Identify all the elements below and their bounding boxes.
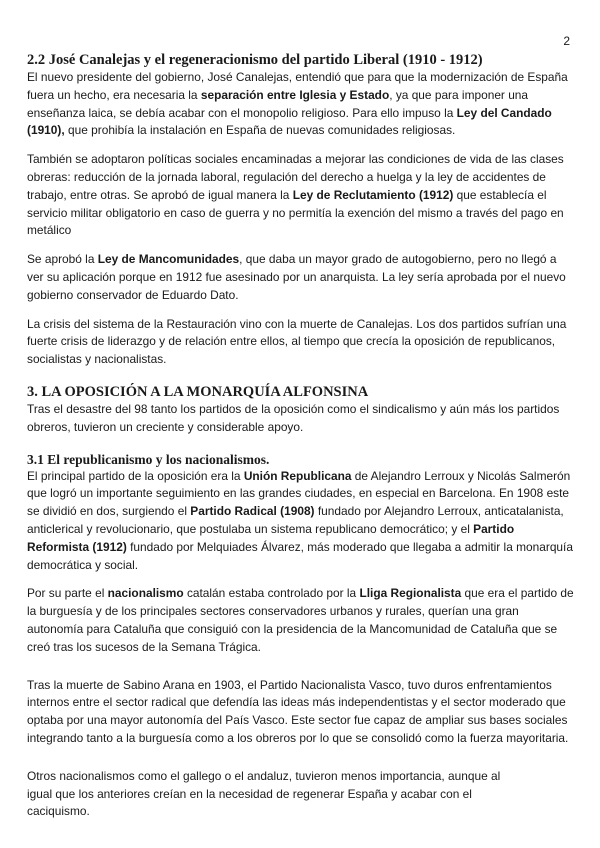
section-2-2-title: 2.2 José Canalejas y el regeneracionismo del partido Liberal (1910 - 1912) — [27, 52, 483, 68]
paragraph-basque-nationalism: Tras la muerte de Sabino Arana en 1903, el Partido Nacionalista Vasco, tuvo duros enfrentamientos internos entre el sector radical que defendía las ideas más independentistas y el sector moderado que optaba por una mayor autonomía del País Vasco. Este sector fue capaz de ampliar sus bases sociales integrando tanto a la burguesía como a los obreros por lo que se consolidó como la fuerza mayoritaria. — [27, 677, 569, 745]
paragraph-mancomunidades: Se aprobó la Ley de Mancomunidades, que daba un mayor grado de autogobierno, pero no llegó a ver su aplicación porque en 1912 fue asesinado por un anarquista. La ley sería aprobada por el nuevo gobierno conservador de Eduardo Dato. — [27, 252, 566, 302]
paragraph-social-policies: También se adoptaron políticas sociales encaminadas a mejorar las condiciones de vida de las clases obreras: reducción de la jornada laboral, regulación del derecho a huelga y la ley de accidentes de trabajo, entre otras. Se aprobó de igual manera la Ley de Reclutamiento (1912) que establecía el servicio militar obligatorio en caso de guerra y no permitía la exención del mismo a través del pago en metálico — [27, 152, 564, 238]
document-body — [27, 52, 575, 821]
paragraph-opposition-intro: Tras el desastre del 98 tanto los partidos de la oposición como el sindicalismo y aún más los partidos obreros, tuvieron un creciente y considerable apoyo. — [27, 401, 560, 434]
paragraph-catalan-nationalism: Por su parte el nacionalismo catalán estaba controlado por la Lliga Regionalista que era el partido de la burguesía y de los principales sectores conservadores urbanos y rurales, querían una gran autonomía para Cataluña que consiguió con la presidencia de la Mancomunidad de Cataluña que se creó tras los sucesos de la Semana Trágica. — [27, 586, 574, 654]
paragraph-restauracion-crisis: La crisis del sistema de la Restauración vino con la muerte de Canalejas. Los dos partidos sufrían una fuerte crisis de liderazgo y de relación entre ellos, al tiempo que crecía la oposición de republicanos, socialistas y nacionalistas. — [27, 316, 567, 367]
paragraph-other-nationalisms: Otros nacionalismos como el gallego o el andaluz, tuvieron menos importancia, aunque al igual que los anteriores creían en la necesidad de regenerar España y acabar con el caciquismo. — [27, 768, 501, 819]
page-number: 2 — [563, 34, 570, 48]
section-3-title: 3. LA OPOSICIÓN A LA MONARQUÍA ALFONSINA — [27, 383, 369, 400]
paragraph-union-republicana: El principal partido de la oposición era la Unión Republicana de Alejandro Lerroux y Nicolás Salmerón que logró un importante seguimiento en las grandes ciudades, en especial en Barcelona. En 1908 este se dividió en dos, surgiendo el Partido Radical (1908) fundado por Alejandro Lerroux, anticatalanista, anticlerical y revolucionario, que postulaba un sistema republicano democrático; y el Partido Reformista (1912) fundado por Melquiades Álvarez, más moderado que llegaba a admitir la monarquía democrática y social. — [27, 468, 573, 572]
paragraph-canalejas-separation: El nuevo presidente del gobierno, José Canalejas, entendió que para que la modernización de España fuera un hecho, era necesaria la separación entre Iglesia y Estado, ya que para imponer una enseñanza laica, se debía acabar con el monopolio religioso. Para ello impuso la Ley del Candado (1910), que prohibía la instalación en España de nuevas comunidades religiosas. — [27, 70, 568, 138]
section-3-1-title: 3.1 El republicanismo y los nacionalismos. — [27, 451, 270, 467]
